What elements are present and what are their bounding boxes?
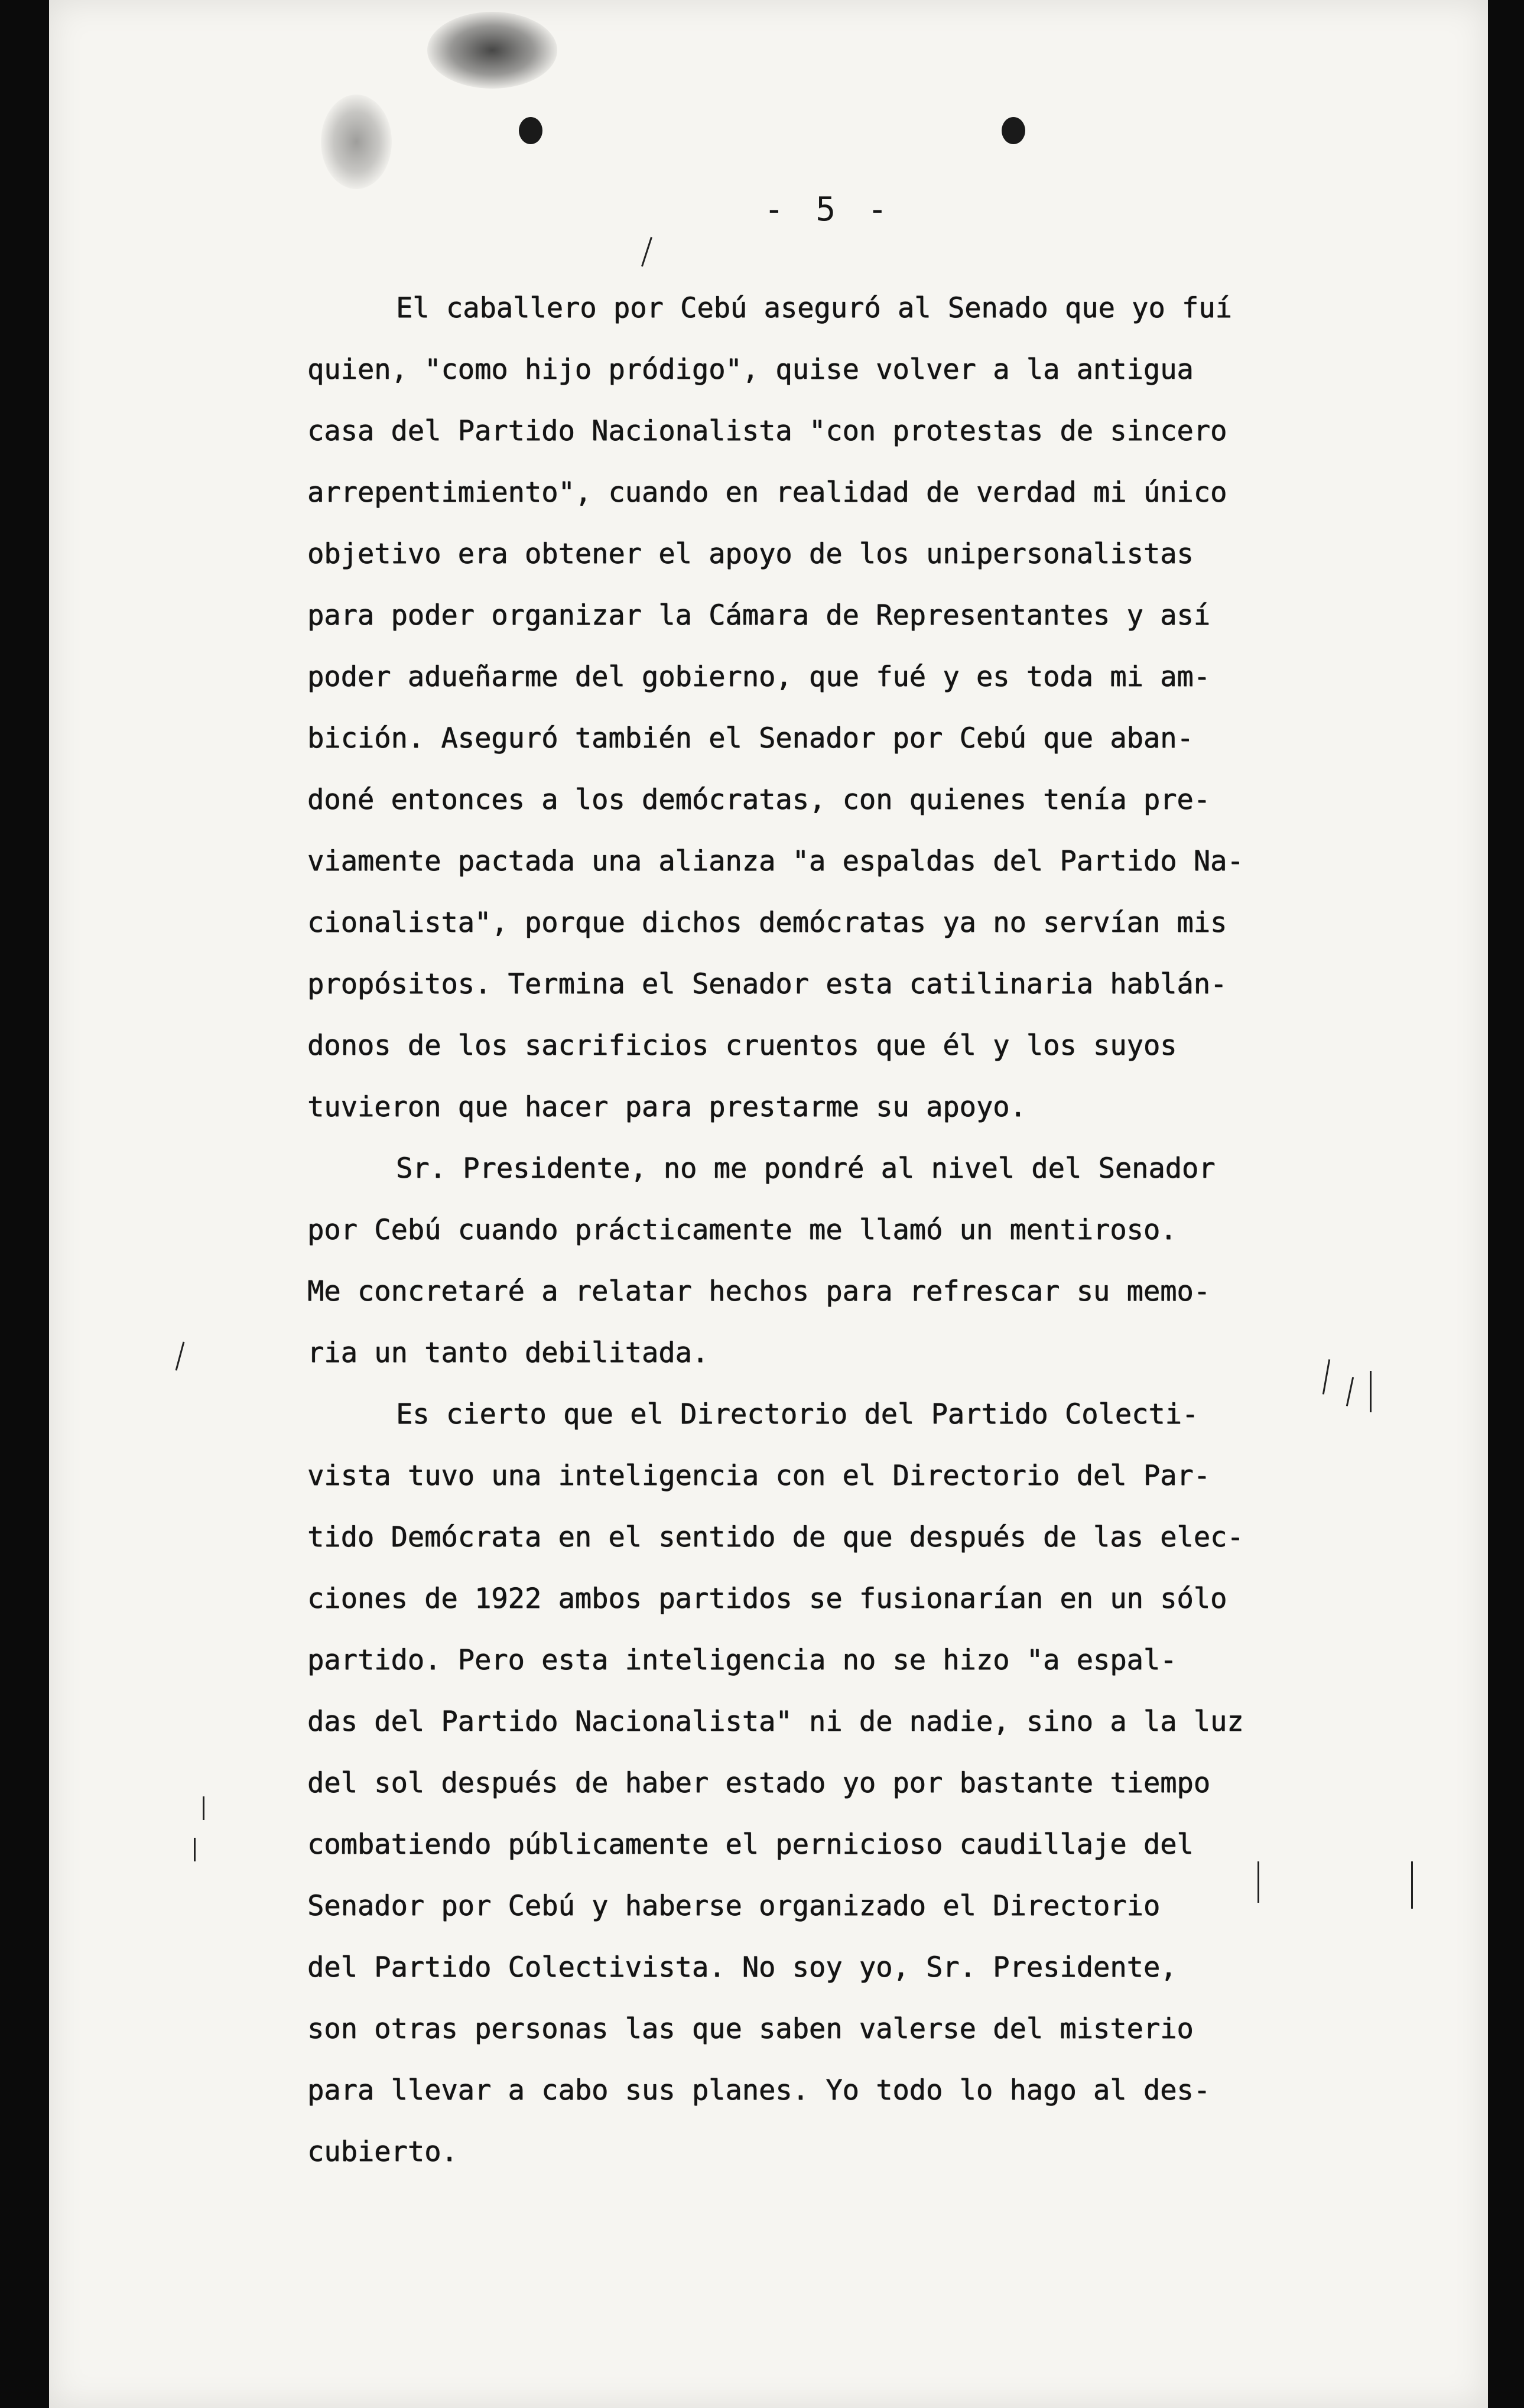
text-line: tuvieron que hacer para prestarme su apoyo. bbox=[307, 1091, 1026, 1123]
text-line: das del Partido Nacionalista" ni de nadie, sino a la luz bbox=[307, 1705, 1244, 1738]
text-line: poder adueñarme del gobierno, que fué y es toda mi am- bbox=[307, 661, 1211, 693]
text-line: cionalista", porque dichos demócratas ya no servían mis bbox=[307, 906, 1227, 939]
text-line: vista tuvo una inteligencia con el Directorio del Par- bbox=[307, 1460, 1211, 1492]
text-line: Senador por Cebú y haberse organizado el Directorio bbox=[307, 1890, 1161, 1922]
text-line: partido. Pero esta inteligencia no se hizo "a espal- bbox=[307, 1644, 1177, 1676]
text-line: quien, "como hijo pródigo", quise volver a la antigua bbox=[307, 353, 1194, 386]
text-line: Sr. Presidente, no me pondré al nivel del Senador bbox=[396, 1152, 1216, 1185]
text-line: objetivo era obtener el apoyo de los unipersonalistas bbox=[307, 538, 1194, 570]
stray-mark bbox=[203, 1796, 204, 1820]
text-line: arrepentimiento", cuando en realidad de verdad mi único bbox=[307, 476, 1227, 509]
punch-hole-left bbox=[519, 117, 542, 144]
text-line: ria un tanto debilitada. bbox=[307, 1337, 709, 1369]
paragraph-1 bbox=[307, 278, 1347, 1138]
punch-hole-right bbox=[1002, 117, 1025, 144]
text-line: Me concretaré a relatar hechos para refrescar su memo- bbox=[307, 1275, 1211, 1308]
ink-smudge bbox=[427, 12, 557, 89]
stray-mark bbox=[1411, 1861, 1413, 1909]
text-line: por Cebú cuando prácticamente me llamó un mentiroso. bbox=[307, 1214, 1177, 1246]
text-line: Es cierto que el Directorio del Partido Colecti- bbox=[396, 1398, 1199, 1431]
text-line: tido Demócrata en el sentido de que después de las elec- bbox=[307, 1521, 1244, 1554]
text-line: bición. Aseguró también el Senador por Cebú que aban- bbox=[307, 722, 1194, 755]
stray-mark bbox=[1370, 1371, 1372, 1412]
text-line: viamente pactada una alianza "a espaldas del Partido Na- bbox=[307, 845, 1244, 878]
text-line: del sol después de haber estado yo por bastante tiempo bbox=[307, 1767, 1211, 1799]
stray-mark bbox=[194, 1838, 196, 1861]
text-line: cubierto. bbox=[307, 2136, 458, 2168]
paragraph-3 bbox=[307, 1384, 1347, 2183]
body-text bbox=[307, 278, 1347, 2183]
text-line: ciones de 1922 ambos partidos se fusionarían en un sólo bbox=[307, 1582, 1227, 1615]
text-line: casa del Partido Nacionalista "con protestas de sincero bbox=[307, 415, 1227, 447]
text-line: del Partido Colectivista. No soy yo, Sr. Presidente, bbox=[307, 1951, 1177, 1984]
ink-smudge bbox=[321, 95, 392, 189]
text-line: doné entonces a los demócratas, con quienes tenía pre- bbox=[307, 784, 1211, 816]
text-line: donos de los sacrificios cruentos que él y los suyos bbox=[307, 1029, 1177, 1062]
text-line: combatiendo públicamente el pernicioso caudillaje del bbox=[307, 1828, 1194, 1861]
text-line: para poder organizar la Cámara de Representantes y así bbox=[307, 599, 1211, 632]
paragraph-2 bbox=[307, 1138, 1347, 1384]
text-line: propósitos. Termina el Senador esta catilinaria hablán- bbox=[307, 968, 1227, 1000]
text-line: para llevar a cabo sus planes. Yo todo lo hago al des- bbox=[307, 2074, 1211, 2107]
text-line: son otras personas las que saben valerse del misterio bbox=[307, 2013, 1194, 2045]
stray-mark bbox=[176, 1341, 185, 1370]
text-line: El caballero por Cebú aseguró al Senado que yo fuí bbox=[396, 292, 1232, 324]
page-number: - 5 - bbox=[764, 190, 893, 229]
stray-mark bbox=[641, 237, 652, 267]
